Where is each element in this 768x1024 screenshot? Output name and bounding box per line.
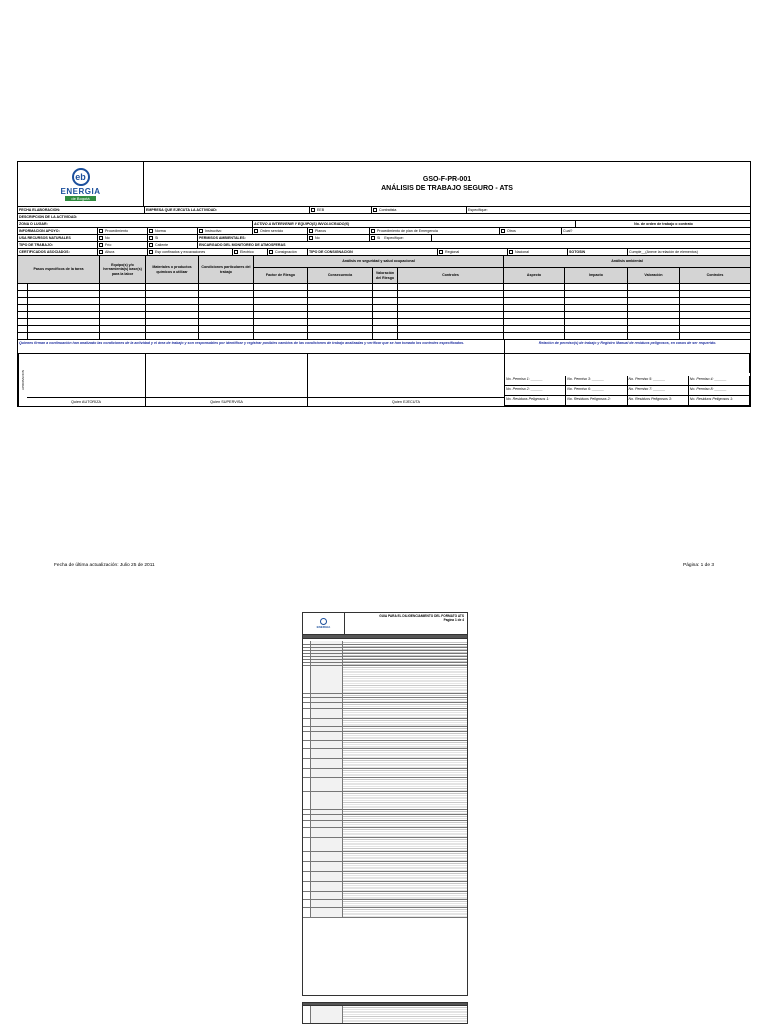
table-cell[interactable] (308, 298, 373, 304)
analysis-table-header (18, 256, 750, 284)
form-title: ANÁLISIS DE TRABAJO SEGURO - ATS (381, 185, 513, 192)
guide-logo-text: ENERGIA (316, 625, 331, 629)
table-cell[interactable] (254, 326, 308, 332)
guide-row (303, 908, 467, 918)
th-seguridad-title: Análisis en seguridad y salud ocupacional (254, 256, 503, 268)
table-cell[interactable] (398, 312, 504, 318)
table-cell[interactable] (373, 333, 398, 339)
ats-form (17, 161, 751, 407)
table-cell[interactable] (308, 291, 373, 297)
table-cell[interactable] (680, 298, 750, 304)
th-controles: Controles (442, 273, 459, 278)
table-row (18, 298, 750, 305)
label-permisos-si: Si (377, 236, 381, 240)
guide-logo (303, 613, 345, 634)
label-usa-recursos: USA RECURSOS NATURALES (18, 235, 98, 241)
option-nacional (508, 249, 568, 255)
table-cell[interactable] (28, 319, 100, 325)
table-cell[interactable] (680, 291, 750, 297)
checkbox-instructivo[interactable] (199, 229, 203, 233)
guide-row (303, 719, 467, 727)
th-impacto: Impacto (565, 268, 628, 283)
option-plan-emergencia (370, 228, 500, 234)
label-tipo-trabajo: TIPO DE TRABAJO: (18, 242, 98, 248)
th-ambiental-group (504, 256, 750, 283)
form-header (18, 162, 750, 207)
label-orden: No. de orden de trabajo o contrato (634, 222, 693, 226)
row-recursos (18, 235, 750, 242)
th-ambiental-title: Análisis ambiental (504, 256, 750, 268)
table-cell[interactable] (199, 326, 254, 332)
label-frio: Frío (105, 243, 112, 247)
sign-supervisa-label: Quien SUPERVISA (146, 397, 307, 406)
label-procedimiento: Procedimiento (105, 229, 128, 233)
label-contratista: Contratista (379, 208, 397, 212)
option-recursos-no (98, 235, 148, 241)
option-planos (308, 228, 370, 234)
label-altura: Altura (105, 250, 115, 254)
table-cell[interactable] (373, 319, 398, 325)
option-orden-servicio (253, 228, 308, 234)
table-cell[interactable] (18, 333, 28, 339)
table-cell[interactable] (565, 298, 628, 304)
guide-row (303, 778, 467, 792)
table-cell[interactable] (28, 291, 100, 297)
table-cell[interactable] (254, 298, 308, 304)
guide-row (303, 892, 467, 900)
guide-page-2-thumbnail (302, 1002, 468, 1024)
table-cell[interactable] (504, 319, 565, 325)
table-cell[interactable] (254, 291, 308, 297)
table-cell[interactable] (504, 298, 565, 304)
table-cell[interactable] (28, 312, 100, 318)
label-descripcion: DESCRIPCION DE LA ACTIVIDAD: (19, 215, 78, 219)
table-cell[interactable] (628, 333, 680, 339)
th-valoracion-ambiental: Valoración (628, 268, 680, 283)
th-consecuencia: Consecuencia (308, 268, 373, 283)
table-cell[interactable] (254, 312, 308, 318)
label-orden-servicio: Orden servicio (260, 229, 284, 233)
option-frio (98, 242, 148, 248)
checkbox-permisos-si[interactable] (371, 236, 375, 240)
table-cell[interactable] (680, 284, 750, 290)
label-eeb: EEB (317, 208, 325, 212)
permits-note: Relación de permiso(s) de trabajo y Registro Manual de residuos peligrosos, en casos de ser requerido. (538, 341, 717, 345)
table-cell[interactable] (565, 291, 628, 297)
table-cell[interactable] (373, 305, 398, 311)
table-cell[interactable] (398, 326, 504, 332)
table-cell[interactable] (146, 284, 199, 290)
table-cell[interactable] (398, 298, 504, 304)
guide-row (303, 759, 467, 769)
table-cell[interactable] (398, 291, 504, 297)
table-row (18, 326, 750, 333)
label-fecha: FECHA ELABORACION: (18, 207, 145, 213)
table-cell[interactable] (628, 298, 680, 304)
option-permisos-no (308, 235, 370, 241)
option-caliente (148, 242, 198, 248)
checkbox-recursos-si[interactable] (149, 236, 153, 240)
permit-cell[interactable]: No. Permiso 5: ______ (628, 376, 689, 386)
option-esp-confinados (148, 249, 233, 255)
label-norma: Norma (155, 229, 166, 233)
guide-page-thumbnail (302, 612, 468, 996)
logo-icon: eb (72, 168, 90, 186)
checkbox-electrico[interactable] (234, 250, 238, 254)
guide-band (303, 635, 467, 639)
sign-ejecuta[interactable] (308, 354, 504, 406)
th-factor: Factor de Riesgo (254, 268, 308, 283)
table-cell[interactable] (146, 326, 199, 332)
th-seguridad-group (254, 256, 504, 283)
label-recursos-si: Si (155, 236, 159, 240)
table-cell[interactable] (504, 333, 565, 339)
label-permisos-no: No (315, 236, 320, 240)
label-activo: ACTIVO A INTERVENIR Y EQUIPO(S) INVOLUCRADO(S) (253, 221, 576, 227)
th-pasos: Pasos especificos de la tarea (18, 256, 100, 283)
th-materiales: Materiales o productos químicos a utilizar (146, 256, 199, 283)
guide-row (303, 792, 467, 810)
guide-row (303, 709, 467, 719)
table-cell[interactable] (308, 333, 373, 339)
table-cell[interactable] (199, 319, 254, 325)
guide-logo-icon (320, 618, 327, 625)
table-row (18, 284, 750, 291)
table-cell[interactable] (373, 298, 398, 304)
checkbox-permisos-no[interactable] (309, 236, 313, 240)
guide-row (303, 862, 467, 872)
label-sotosin: SOTOSIN (568, 249, 628, 255)
row-info-apoyo (18, 228, 750, 235)
label-consignacion: Consignación (275, 250, 297, 254)
table-cell[interactable] (18, 291, 28, 297)
table-cell[interactable] (628, 312, 680, 318)
table-cell[interactable] (565, 305, 628, 311)
title-block (144, 162, 750, 206)
checkbox-procedimiento[interactable] (99, 229, 103, 233)
table-cell[interactable] (680, 305, 750, 311)
option-recursos-si (148, 235, 198, 241)
option-otros (500, 228, 562, 234)
signature-area (18, 354, 750, 406)
table-cell[interactable] (254, 284, 308, 290)
table-cell[interactable] (199, 298, 254, 304)
table-cell[interactable] (398, 319, 504, 325)
table-cell[interactable] (28, 305, 100, 311)
checkbox-altura[interactable] (99, 250, 103, 254)
logo-subtext: de Bogotá (65, 196, 95, 201)
table-row (18, 333, 750, 340)
guide-row (303, 749, 467, 759)
table-cell[interactable] (373, 284, 398, 290)
table-cell[interactable] (565, 319, 628, 325)
checkbox-norma[interactable] (149, 229, 153, 233)
checkbox-consignacion[interactable] (269, 250, 273, 254)
guide-row (303, 872, 467, 882)
table-cell[interactable] (565, 333, 628, 339)
table-cell[interactable] (398, 333, 504, 339)
guide-page: Pagina 1 de 4 (443, 617, 464, 622)
checkbox-caliente[interactable] (149, 243, 153, 247)
option-norma (148, 228, 198, 234)
table-cell[interactable] (308, 305, 373, 311)
table-cell[interactable] (628, 326, 680, 332)
checkbox-recursos-no[interactable] (99, 236, 103, 240)
approval-label: APROBACION (18, 354, 27, 406)
table-cell[interactable] (308, 326, 373, 332)
checkbox-nacional[interactable] (509, 250, 513, 254)
table-cell[interactable] (146, 312, 199, 318)
row-zona (18, 221, 750, 228)
th-condiciones: Condiciones particulares del trabajo (199, 256, 254, 283)
table-cell[interactable] (18, 298, 28, 304)
permit-cell[interactable]: No. Residuos Peligrosos 1: (505, 396, 566, 406)
table-cell[interactable] (373, 326, 398, 332)
guide-row (303, 838, 467, 852)
option-procedimiento (98, 228, 148, 234)
guide-row (303, 821, 467, 828)
label-empresa: EMPRESA QUE EJECUTA LA ACTIVIDAD: (145, 207, 310, 213)
table-cell[interactable] (504, 326, 565, 332)
label-especifique: Especifique: (468, 208, 488, 212)
th-aspecto: Aspecto (504, 268, 565, 283)
table-cell[interactable] (199, 305, 254, 311)
permit-grid (505, 354, 750, 406)
label-instructivo: Instructivo (205, 229, 222, 233)
table-cell[interactable] (628, 284, 680, 290)
table-cell[interactable] (680, 312, 750, 318)
table-cell[interactable] (504, 284, 565, 290)
permit-cell[interactable]: No. Permiso 2: ______ (505, 386, 566, 396)
table-row (18, 291, 750, 298)
signers-note: Quienes firman a continuación han analizado las condiciones de la actividad y el área de trabajo y son responsables por identificar y registrar posibles cambios de las condiciones de trabajo analizadas y verificar que se han tomado los controles especificados. (18, 340, 505, 353)
table-cell[interactable] (680, 326, 750, 332)
row-certificados (18, 249, 750, 256)
table-cell[interactable] (308, 319, 373, 325)
table-cell[interactable] (146, 319, 199, 325)
permit-cell[interactable]: No. Permiso 7: ______ (628, 386, 689, 396)
checkbox-esp-confinados[interactable] (149, 250, 153, 254)
table-cell[interactable] (18, 312, 28, 318)
table-cell[interactable] (100, 284, 146, 290)
table-cell[interactable] (504, 291, 565, 297)
label-tipo-consignacion: TIPO DE CONSIGNACION (308, 249, 438, 255)
table-cell[interactable] (18, 326, 28, 332)
label-zona: ZONA O LUGAR: (18, 221, 253, 227)
table-cell[interactable] (254, 333, 308, 339)
table-cell[interactable] (100, 319, 146, 325)
table-cell[interactable] (199, 291, 254, 297)
table-cell[interactable] (398, 305, 504, 311)
table-cell[interactable] (28, 284, 100, 290)
guide-row (303, 882, 467, 892)
checkbox-plan-emergencia[interactable] (371, 229, 375, 233)
option-instructivo (198, 228, 253, 234)
table-row (18, 305, 750, 312)
table-cell[interactable] (100, 333, 146, 339)
permit-cell[interactable]: No. Permiso 6: ______ (566, 386, 627, 396)
label-plan-emergencia: Procedimiento de plan de Emergencia (377, 229, 438, 233)
table-cell[interactable] (100, 312, 146, 318)
th-valoracion: Valoración del Riesgo (373, 268, 398, 283)
checkbox-frio[interactable] (99, 243, 103, 247)
guide-row (303, 732, 467, 741)
signers-note-row (18, 340, 750, 354)
label-caliente: Caliente (155, 243, 169, 247)
form-code: GSO-F-PR-001 (422, 176, 472, 183)
label-electrico: Electrico (240, 250, 254, 254)
label-planos: Planos (315, 229, 326, 233)
guide-row (303, 741, 467, 749)
label-esp-confinados: Esp confinados y excavaciones (155, 250, 206, 254)
guide-row (303, 828, 467, 838)
option-eeb (310, 207, 372, 213)
label-cumple: Cumple__(Anexe la relación de elementos) (629, 250, 698, 254)
table-cell[interactable] (398, 284, 504, 290)
label-regional: Regional (445, 250, 460, 254)
table-cell[interactable] (628, 305, 680, 311)
table-cell[interactable] (28, 333, 100, 339)
label-especifique-permisos: Especifique: (384, 236, 404, 240)
logo-text: ENERGIA (60, 186, 101, 196)
table-row (18, 312, 750, 319)
permit-grid-spacer (505, 354, 750, 373)
table-cell[interactable] (565, 284, 628, 290)
table-cell[interactable] (18, 305, 28, 311)
table-cell[interactable] (504, 312, 565, 318)
logo (18, 162, 144, 206)
table-cell[interactable] (373, 291, 398, 297)
footer-updated: Fecha de última actualización: Julio 25 de 2011 (54, 563, 155, 568)
option-contratista (372, 207, 467, 213)
guide-row (303, 900, 467, 908)
checkbox-planos[interactable] (309, 229, 313, 233)
permit-cell[interactable]: No. Residuos Peligrosos 2: (566, 396, 627, 406)
checkbox-orden-servicio[interactable] (254, 229, 258, 233)
table-cell[interactable] (146, 298, 199, 304)
guide-row (303, 769, 467, 778)
checkbox-contratista[interactable] (373, 208, 377, 212)
table-cell[interactable] (680, 319, 750, 325)
table-cell[interactable] (146, 333, 199, 339)
option-consignacion (268, 249, 308, 255)
permit-cell[interactable]: No. Permiso 1: ______ (505, 376, 566, 386)
row-tipo-trabajo (18, 242, 750, 249)
guide-row (303, 666, 467, 694)
table-cell[interactable] (680, 333, 750, 339)
label-recursos-no: No (105, 236, 110, 240)
option-electrico (233, 249, 268, 255)
label-cual: Cual? (563, 229, 573, 233)
sign-autoriza[interactable] (27, 354, 146, 406)
checkbox-otros[interactable] (501, 229, 505, 233)
sign-ejecuta-label: Quien EJECUTA (308, 397, 504, 406)
table-cell[interactable] (628, 291, 680, 297)
table-cell[interactable] (18, 319, 28, 325)
guide2-row (303, 1006, 467, 1024)
guide-row (303, 852, 467, 862)
option-regional (438, 249, 508, 255)
table-cell[interactable] (28, 298, 100, 304)
table-cell[interactable] (308, 284, 373, 290)
th-controles-ambiental: Controles (706, 273, 724, 278)
row-fecha (18, 207, 750, 214)
table-cell[interactable] (146, 305, 199, 311)
table-cell[interactable] (308, 312, 373, 318)
permit-cell[interactable]: No. Permiso 4: ______ (689, 376, 750, 386)
label-certificados: CERTIFICADOS ASOCIADOS: (18, 249, 98, 255)
table-cell[interactable] (254, 319, 308, 325)
sign-autoriza-label: Quien AUTORIZA (27, 397, 145, 406)
table-cell[interactable] (100, 326, 146, 332)
table-cell[interactable] (199, 333, 254, 339)
th-equipos: Equipo(s) y/o herramienta(s) base(s) para la labor (100, 256, 146, 283)
table-cell[interactable] (18, 284, 28, 290)
table-row (18, 319, 750, 326)
empty-cell (432, 235, 750, 241)
label-encargado: ENCARGADO DEL MONITOREO DE ATMOSFERAS (199, 243, 286, 247)
table-cell[interactable] (504, 305, 565, 311)
table-cell[interactable] (100, 298, 146, 304)
table-cell[interactable] (565, 312, 628, 318)
option-permisos-si (370, 235, 432, 241)
table-cell[interactable] (28, 326, 100, 332)
table-cell[interactable] (146, 291, 199, 297)
permit-cell[interactable]: No. Permiso 3: ______ (566, 376, 627, 386)
guide-rows (303, 641, 467, 995)
row-descripcion (18, 214, 750, 221)
label-info-apoyo: INFORMACION APOYO: (18, 228, 98, 234)
table-cell[interactable] (199, 312, 254, 318)
table-cell[interactable] (565, 326, 628, 332)
sign-supervisa[interactable] (146, 354, 308, 406)
table-cell[interactable] (199, 284, 254, 290)
table-cell[interactable] (100, 305, 146, 311)
table-cell[interactable] (373, 312, 398, 318)
table-cell[interactable] (628, 319, 680, 325)
label-otros: Otros (507, 229, 516, 233)
permit-cell[interactable]: No. Residuos Peligrosos 1: (689, 396, 750, 406)
permit-cell[interactable]: No. Permiso 8: ______ (689, 386, 750, 396)
checkbox-eeb[interactable] (311, 208, 315, 212)
permit-cell[interactable]: No. Residuos Peligrosos 3: (628, 396, 689, 406)
table-cell[interactable] (254, 305, 308, 311)
analysis-table-body (18, 284, 750, 340)
checkbox-regional[interactable] (439, 250, 443, 254)
guide-title: GUIA PARA EL DILIGENCIAMIENTO DEL FORMATO ATS (379, 614, 464, 618)
label-permisos: PERMISOS AMBIENTALES: (198, 235, 308, 241)
table-cell[interactable] (100, 291, 146, 297)
label-nacional: Nacional (515, 250, 529, 254)
footer-page: Página: 1 de 3 (683, 563, 714, 568)
option-altura (98, 249, 148, 255)
